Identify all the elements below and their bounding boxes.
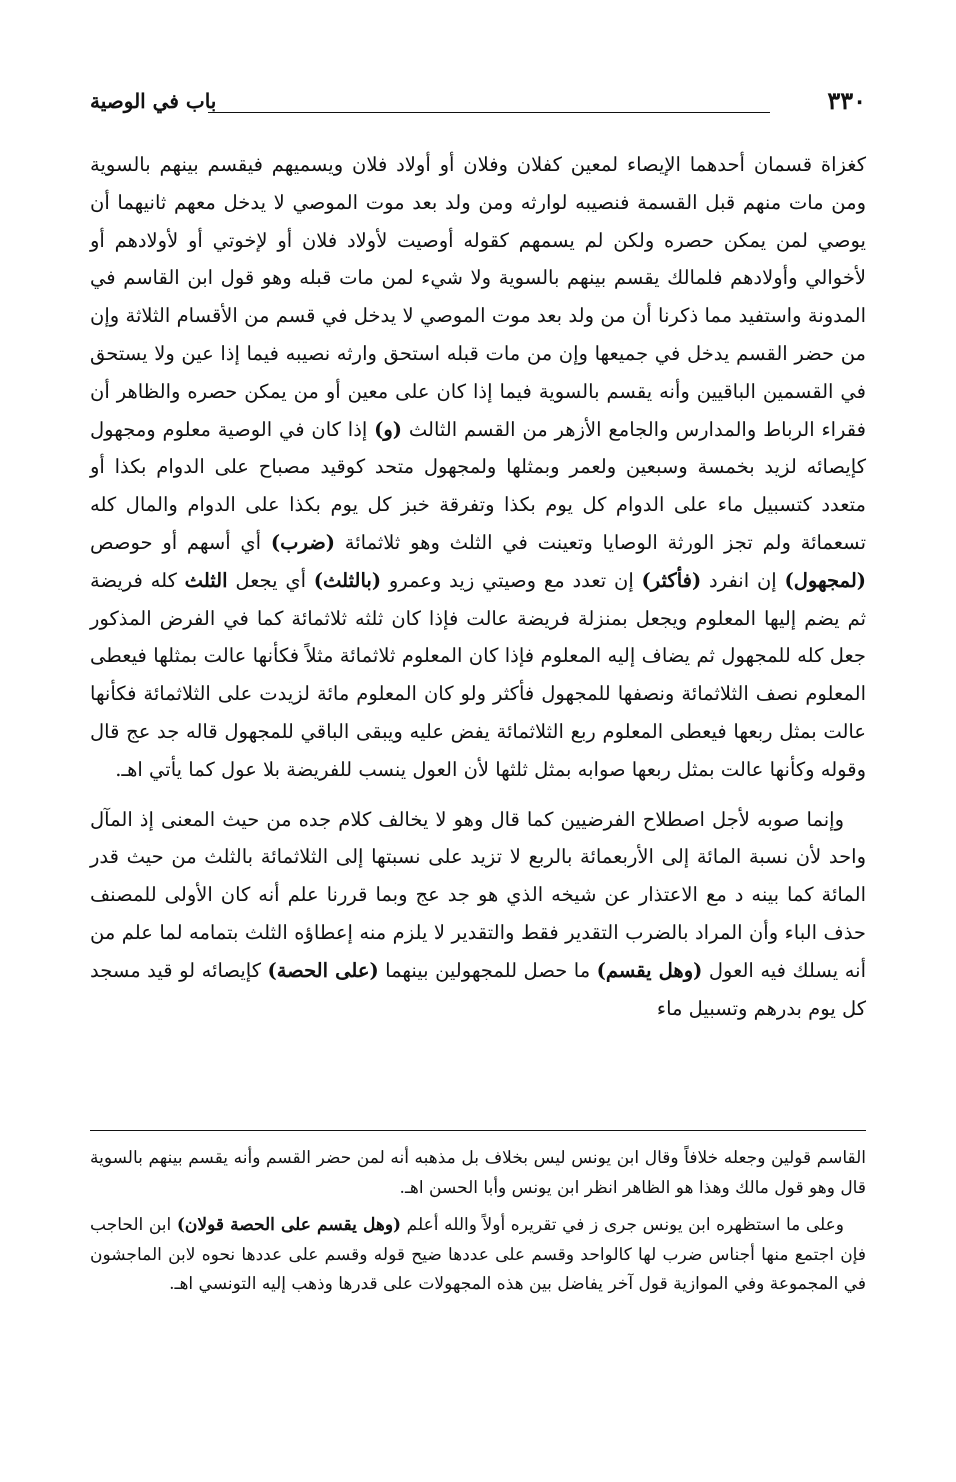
bold-text-run: (فأكثر)	[641, 568, 702, 592]
footnotes	[90, 1144, 866, 1300]
bold-text-run: (و)	[374, 417, 403, 441]
text-run: القاسم قولين وجعله خلافاً وقال ابن يونس ليس بخلاف بل مذهبه أنه لمن حضر القسم وأنه يقسم بينهم بالسوية قال وهو قول مالك وهذا هو الظاهر انظر ابن يونس وأبا الحسن اهـ.	[90, 1148, 866, 1198]
bold-text-run: (وهل يقسم)	[596, 958, 703, 982]
text-run: كإيصائه لو قيد مسجد كل يوم بدرهم وتسبيل ماء	[90, 958, 866, 1020]
header-rule	[208, 112, 770, 113]
body-paragraph-1	[90, 146, 866, 789]
bold-text-run: (لمجهول)	[784, 568, 866, 592]
text-run: أي يجعل	[227, 568, 314, 592]
bold-text-run: الثلث	[184, 568, 228, 592]
text-run: وإنما صوبه لأجل اصطلاح الفرضيين كما قال وهو لا يخالف كلام جده من حيث المعنى إذ المآل واحد لأن نسبة المائة إلى الأربعمائة بالربع لا تزيد على نسبتها إلى الثلاثمائة بالثلث من حيث قدر المائة كما بينه د مع الاعتذار عن شيخه الذي هو جد عج وبما قررنا علم أنه كان الأولى للمصنف حذف الباء وأن المراد بالضرب التقدير فقط والتقدير لا يلزم منه إعطاؤه الثلث بتمامه لما علم من أنه يسلك فيه العول	[90, 807, 866, 982]
text-run: كغزاة قسمان أحدهما الإيصاء لمعين كفلان وفلان أو أولاد فلان ويسميهم فيقسم بينهم بالسوية ومن مات منهم قبل القسمة فنصيبه لوارثه ومن ولد بعد موت الموصي لا يدخل معهم ثانيهما أن يوصي لمن يمكن حصره ولكن لم يسمهم كقوله أوصيت لأولاد فلان أو لإخوتي أو لأولادهم أو لأخوالي وأولادهم فلمالك يقسم بينهم بالسوية ولا شيء لمن مات قبله وهو قول ابن القاسم في المدونة واستفيد مما ذكرنا أن من ولد بعد موت الموصي لا يدخل في قسم من الأقسام الثلاثة وإن من حضر القسم يدخل في جميعها وإن من مات قبله استحق وارثه نصيبه فيما إذا عين ولا يستحق في القسمين الباقيين وأنه يقسم بالسوية فيما إذا كان على معين أو من يمكن حصره والظاهر أن فقراء الرباط والمدارس والجامع الأزهر من القسم الثالث	[90, 153, 866, 441]
footnote-1	[90, 1144, 866, 1203]
bold-text-run: (وهل يقسم على الحصة قولان)	[176, 1215, 402, 1235]
footnote-separator	[90, 1130, 866, 1131]
text-run: كله فريضة ثم يضم إليها المعلوم ويجعل بمنزلة فريضة عالت فإذا كان ثلثه ثلاثمائة كما في الفرض المذكور جعل كله للمجهول ثم يضاف إليه المعلوم فإذا كان المعلوم ثلاثمائة مثلاً فكأنها عالت بمثلها فيعطى المعلوم نصف الثلاثمائة ونصفها للمجهول فأكثر ولو كان المعلوم مائة لزيدت على الثلاثمائة فكأنها عالت بمثل ربعها فيعطى المعلوم ربع الثلاثمائة يفض عليه ويبقى الباقي للمجهول قاله جد عج قال وقوله وكأنها عالت بمثل ربعها صوابه بمثل ثلثها لأن العول ينسب للفريضة بلا عول كما يأتي اهـ.	[90, 568, 866, 781]
text-run: إذا كان في الوصية معلوم ومجهول كإيصائه لزيد بخمسة وسبعين ولعمر وبمثلها ولمجهول متحد كوقيد مصباح على الدوام بكذا أو متعدد كتسبيل ماء على الدوام كل يوم بكذا وتفرقة خبز كل يوم بكذا على الدوام والمال كله تسعمائة ولم تجز الورثة الوصايا وتعينت في الثلث وهو ثلاثمائة	[90, 417, 867, 554]
bold-text-run: (على الحصة)	[267, 958, 379, 982]
text-run: وعلى ما استظهره ابن يونس جرى ز في تقريره أولاً والله أعلم	[401, 1215, 844, 1235]
document-page	[90, 84, 866, 1424]
page-header	[90, 84, 866, 124]
page-number: ٣٣٠	[827, 86, 866, 115]
bold-text-run: (بالثلث)	[313, 568, 382, 592]
text-run: ما حصل للمجهولين بينهما	[378, 958, 597, 982]
text-run: إن تعدد مع وصيتي زيد وعمرو	[381, 568, 642, 592]
body-paragraph-2	[90, 801, 866, 1028]
text-run: إن انفرد	[701, 568, 785, 592]
footnote-2	[90, 1211, 866, 1300]
main-text	[90, 146, 866, 1027]
text-run: ابن الحاجب فإن اجتمع منها أجناس ضرب لها كالواحد وقسم على عددها ضيح قوله وقسم على عددها نحوه لابن الماجشون في المجموعة وفي الموازية قول آخر يفاضل بين هذه المجهولات على قدرها وذهب إليه التونسي اهـ.	[90, 1215, 866, 1294]
running-title: باب في الوصية	[90, 89, 217, 113]
text-run: أي أسهم أو حوصص	[90, 530, 271, 554]
bold-text-run: (ضرب)	[270, 530, 335, 554]
